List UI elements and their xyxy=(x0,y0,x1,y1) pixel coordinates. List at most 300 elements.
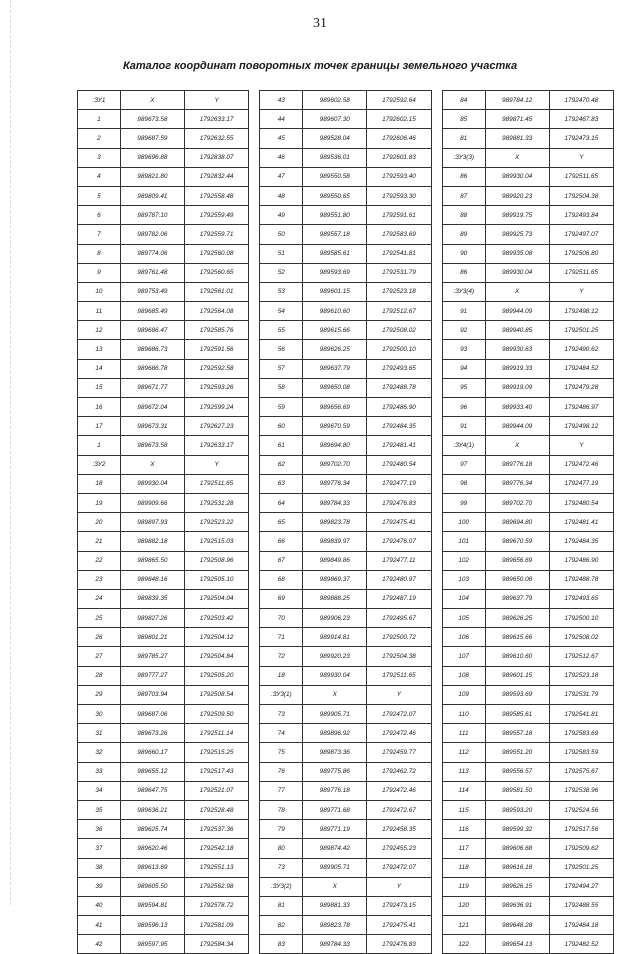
cell-point: 19 xyxy=(78,493,121,512)
cell-point: 22 xyxy=(78,551,121,570)
cell-y: 1792511.65 xyxy=(367,666,431,685)
cell-x: 989869.37 xyxy=(303,570,367,589)
cell-y: 1792476.83 xyxy=(367,935,431,954)
cell-y: 1792504.12 xyxy=(184,628,248,647)
cell-x: 989914.81 xyxy=(303,628,367,647)
column-gap xyxy=(431,609,442,628)
cell-x: 989556.57 xyxy=(485,762,549,781)
column-gap xyxy=(249,302,260,321)
cell-point: 116 xyxy=(442,820,485,839)
cell-y: 1792486.97 xyxy=(549,398,613,417)
column-gap xyxy=(431,186,442,205)
cell-point: 105 xyxy=(442,609,485,628)
column-gap xyxy=(431,513,442,532)
cell-point: 65 xyxy=(260,513,303,532)
cell-point: 47 xyxy=(260,167,303,186)
cell-point: 42 xyxy=(78,935,121,954)
cell-x: 989670.59 xyxy=(303,417,367,436)
column-gap xyxy=(431,417,442,436)
cell-point: 96 xyxy=(442,398,485,417)
cell-point: 3 xyxy=(78,148,121,167)
table-row xyxy=(78,532,614,551)
table-row xyxy=(78,91,614,110)
cell-point: 89 xyxy=(442,225,485,244)
cell-x: 989685.49 xyxy=(120,302,184,321)
cell-y: 1792481.41 xyxy=(549,513,613,532)
cell-point: 34 xyxy=(78,781,121,800)
table-row xyxy=(78,609,614,628)
cell-point: 36 xyxy=(78,820,121,839)
cell-x: 989615.66 xyxy=(485,628,549,647)
column-gap xyxy=(249,110,260,129)
cell-point: 13 xyxy=(78,340,121,359)
table-row xyxy=(78,359,614,378)
cell-point: 120 xyxy=(442,896,485,915)
cell-point: 52 xyxy=(260,263,303,282)
column-gap xyxy=(249,724,260,743)
cell-y: 1792501.25 xyxy=(549,858,613,877)
cell-x: 989784.33 xyxy=(303,493,367,512)
cell-point: 31 xyxy=(78,724,121,743)
cell-x: X xyxy=(485,282,549,301)
cell-x: X xyxy=(120,91,184,110)
cell-y: 1792486.90 xyxy=(549,551,613,570)
cell-y: 1792479.28 xyxy=(549,378,613,397)
table-row xyxy=(78,167,614,186)
cell-point: 40 xyxy=(78,896,121,915)
cell-point: 91 xyxy=(442,417,485,436)
cell-x: 989551.80 xyxy=(303,206,367,225)
cell-y: 1792475.41 xyxy=(367,916,431,935)
column-gap xyxy=(431,129,442,148)
column-gap xyxy=(431,378,442,397)
column-gap xyxy=(249,532,260,551)
cell-y: 1792511.65 xyxy=(549,167,613,186)
cell-point: 117 xyxy=(442,839,485,858)
table-row xyxy=(78,570,614,589)
cell-x: 989672.04 xyxy=(120,398,184,417)
cell-y: 1792509.50 xyxy=(184,705,248,724)
cell-point: 7 xyxy=(78,225,121,244)
column-gap xyxy=(431,589,442,608)
column-gap xyxy=(249,148,260,167)
cell-y: 1792500.10 xyxy=(549,609,613,628)
cell-x: 989550.65 xyxy=(303,186,367,205)
cell-x: 989654.13 xyxy=(485,935,549,954)
cell-y: 1792523.22 xyxy=(184,513,248,532)
cell-y: 1792593.30 xyxy=(367,186,431,205)
cell-x: 989648.28 xyxy=(485,916,549,935)
cell-point: 14 xyxy=(78,359,121,378)
cell-point: 50 xyxy=(260,225,303,244)
cell-point: 111 xyxy=(442,724,485,743)
cell-point: 35 xyxy=(78,800,121,819)
cell-x: 989597.95 xyxy=(120,935,184,954)
cell-x: 989775.86 xyxy=(303,762,367,781)
cell-x: 989801.21 xyxy=(120,628,184,647)
table-row xyxy=(78,129,614,148)
cell-y: 1792517.56 xyxy=(549,820,613,839)
cell-x: 989909.66 xyxy=(120,493,184,512)
cell-point: 51 xyxy=(260,244,303,263)
column-gap xyxy=(249,225,260,244)
column-gap xyxy=(431,570,442,589)
cell-y: 1792477.11 xyxy=(367,551,431,570)
column-gap xyxy=(431,206,442,225)
column-gap xyxy=(249,551,260,570)
column-gap xyxy=(431,244,442,263)
column-gap xyxy=(249,647,260,666)
cell-y: 1792584.34 xyxy=(184,935,248,954)
cell-y: 1792473.15 xyxy=(367,896,431,915)
cell-y: Y xyxy=(549,148,613,167)
table-row xyxy=(78,206,614,225)
cell-y: 1792832.44 xyxy=(184,167,248,186)
cell-point: 46 xyxy=(260,148,303,167)
cell-x: 989613.69 xyxy=(120,858,184,877)
column-gap xyxy=(249,820,260,839)
cell-point: 2 xyxy=(78,129,121,148)
cell-y: Y xyxy=(549,436,613,455)
cell-y: 1792524.56 xyxy=(549,800,613,819)
cell-x: 989620.46 xyxy=(120,839,184,858)
cell-x: 989551.20 xyxy=(485,743,549,762)
cell-point: 48 xyxy=(260,186,303,205)
cell-point: 29 xyxy=(78,685,121,704)
column-gap xyxy=(249,513,260,532)
column-gap xyxy=(249,282,260,301)
column-gap xyxy=(249,800,260,819)
cell-x: 989686.78 xyxy=(120,359,184,378)
cell-y: 1792498.12 xyxy=(549,417,613,436)
cell-y: 1792575.67 xyxy=(549,762,613,781)
cell-point: 95 xyxy=(442,378,485,397)
cell-y: 1792504.38 xyxy=(367,647,431,666)
cell-point: 71 xyxy=(260,628,303,647)
cell-point: 57 xyxy=(260,359,303,378)
column-gap xyxy=(249,493,260,512)
cell-x: 989906.23 xyxy=(303,609,367,628)
column-gap xyxy=(249,474,260,493)
cell-x: 989637.79 xyxy=(485,589,549,608)
cell-x: 989687.59 xyxy=(120,129,184,148)
column-gap xyxy=(249,129,260,148)
cell-x: 989605.50 xyxy=(120,877,184,896)
cell-x: 989776.34 xyxy=(485,474,549,493)
cell-y: 1792472.46 xyxy=(367,781,431,800)
cell-y: 1792476.83 xyxy=(367,493,431,512)
cell-point: 86 xyxy=(442,263,485,282)
cell-y: 1792521.07 xyxy=(184,781,248,800)
column-gap xyxy=(431,724,442,743)
cell-x: 989839.97 xyxy=(303,532,367,551)
cell-y: 1792484.52 xyxy=(549,359,613,378)
column-gap xyxy=(249,398,260,417)
cell-point: 16 xyxy=(78,398,121,417)
table-row xyxy=(78,762,614,781)
cell-point: 55 xyxy=(260,321,303,340)
cell-y: 1792455.23 xyxy=(367,839,431,858)
cell-x: 989935.08 xyxy=(485,244,549,263)
cell-y: 1792531.79 xyxy=(549,685,613,704)
cell-y: 1792528.48 xyxy=(184,800,248,819)
cell-y: 1792472.07 xyxy=(367,858,431,877)
cell-point: 5 xyxy=(78,186,121,205)
cell-y: 1792599.24 xyxy=(184,398,248,417)
table-row xyxy=(78,302,614,321)
cell-x: 989596.13 xyxy=(120,916,184,935)
cell-y: 1792583.59 xyxy=(549,743,613,762)
table-row xyxy=(78,743,614,762)
table-row xyxy=(78,705,614,724)
cell-x: 989670.59 xyxy=(485,532,549,551)
cell-x: 989650.08 xyxy=(485,570,549,589)
cell-y: 1792541.81 xyxy=(367,244,431,263)
cell-point: 98 xyxy=(442,474,485,493)
page-number: 31 xyxy=(313,16,327,31)
cell-x: 989944.09 xyxy=(485,302,549,321)
cell-y: 1792504.38 xyxy=(549,186,613,205)
cell-y: 1792583.69 xyxy=(549,724,613,743)
cell-point: 112 xyxy=(442,743,485,762)
cell-y: 1792488.78 xyxy=(549,570,613,589)
cell-point: 54 xyxy=(260,302,303,321)
table-row xyxy=(78,628,614,647)
cell-x: 989673.26 xyxy=(120,724,184,743)
column-gap xyxy=(249,916,260,935)
cell-point: 62 xyxy=(260,455,303,474)
cell-x: 989905.71 xyxy=(303,705,367,724)
cell-point: 76 xyxy=(260,762,303,781)
column-gap xyxy=(431,474,442,493)
cell-x: X xyxy=(303,877,367,896)
table-row xyxy=(78,186,614,205)
cell-point: 12 xyxy=(78,321,121,340)
cell-y: 1792500.10 xyxy=(367,340,431,359)
cell-y: 1792509.62 xyxy=(549,839,613,858)
column-gap xyxy=(431,935,442,954)
cell-x: 989696.88 xyxy=(120,148,184,167)
cell-point: 32 xyxy=(78,743,121,762)
cell-x: 989881.33 xyxy=(303,896,367,915)
column-gap xyxy=(431,705,442,724)
cell-point: 60 xyxy=(260,417,303,436)
cell-y: 1792591.56 xyxy=(184,340,248,359)
cell-point: 38 xyxy=(78,858,121,877)
column-gap xyxy=(249,359,260,378)
cell-x: 989626.15 xyxy=(485,877,549,896)
cell-point: 85 xyxy=(442,110,485,129)
cell-point: 24 xyxy=(78,589,121,608)
cell-point: 18 xyxy=(78,474,121,493)
cell-x: 989940.85 xyxy=(485,321,549,340)
cell-x: 989827.26 xyxy=(120,609,184,628)
cell-x: 989647.75 xyxy=(120,781,184,800)
cell-x: 989593.69 xyxy=(303,263,367,282)
cell-x: 989849.86 xyxy=(303,551,367,570)
column-gap xyxy=(249,609,260,628)
cell-y: 1792581.09 xyxy=(184,916,248,935)
cell-y: 1792480.54 xyxy=(549,493,613,512)
cell-point: 73 xyxy=(260,705,303,724)
table-row xyxy=(78,148,614,167)
cell-y: 1792462.72 xyxy=(367,762,431,781)
cell-y: 1792505.10 xyxy=(184,570,248,589)
cell-x: 989687.06 xyxy=(120,705,184,724)
cell-x: 989616.18 xyxy=(485,858,549,877)
cell-y: Y xyxy=(367,877,431,896)
cell-y: 1792561.01 xyxy=(184,282,248,301)
cell-y: 1792487.19 xyxy=(367,589,431,608)
cell-point: 86 xyxy=(442,167,485,186)
cell-point: 41 xyxy=(78,916,121,935)
cell-y: 1792477.19 xyxy=(549,474,613,493)
cell-point: :ЗУ4(1) xyxy=(442,436,485,455)
cell-point: 21 xyxy=(78,532,121,551)
column-gap xyxy=(249,321,260,340)
cell-x: 989930.04 xyxy=(485,263,549,282)
column-gap xyxy=(431,321,442,340)
cell-y: 1792488.55 xyxy=(549,896,613,915)
cell-x: 989637.79 xyxy=(303,359,367,378)
column-gap xyxy=(249,186,260,205)
column-gap xyxy=(431,436,442,455)
column-gap xyxy=(249,589,260,608)
cell-point: 9 xyxy=(78,263,121,282)
cell-y: 1792559.49 xyxy=(184,206,248,225)
cell-point: 114 xyxy=(442,781,485,800)
table-row xyxy=(78,110,614,129)
column-gap xyxy=(431,359,442,378)
cell-x: 989606.68 xyxy=(485,839,549,858)
cell-point: :ЗУ3(1) xyxy=(260,685,303,704)
cell-y: 1792838.07 xyxy=(184,148,248,167)
column-gap xyxy=(431,167,442,186)
cell-x: 989873.36 xyxy=(303,743,367,762)
cell-x: 989896.92 xyxy=(303,724,367,743)
table-row xyxy=(78,724,614,743)
cell-x: 989686.73 xyxy=(120,340,184,359)
cell-y: 1792472.07 xyxy=(367,705,431,724)
column-gap xyxy=(249,378,260,397)
cell-x: 989905.71 xyxy=(303,858,367,877)
cell-x: 989703.94 xyxy=(120,685,184,704)
cell-point: 4 xyxy=(78,167,121,186)
cell-point: 33 xyxy=(78,762,121,781)
cell-y: 1792564.08 xyxy=(184,302,248,321)
column-gap xyxy=(431,820,442,839)
cell-y: 1792477.19 xyxy=(367,474,431,493)
cell-x: 989625.74 xyxy=(120,820,184,839)
cell-point: 109 xyxy=(442,685,485,704)
table-row xyxy=(78,877,614,896)
cell-x: 989785.27 xyxy=(120,647,184,666)
cell-point: 113 xyxy=(442,762,485,781)
cell-x: 989930.63 xyxy=(485,340,549,359)
cell-x: 989761.48 xyxy=(120,263,184,282)
cell-y: 1792480.97 xyxy=(367,570,431,589)
cell-y: 1792562.98 xyxy=(184,877,248,896)
cell-y: 1792476.07 xyxy=(367,532,431,551)
cell-x: 989821.80 xyxy=(120,167,184,186)
column-gap xyxy=(431,666,442,685)
column-gap xyxy=(431,398,442,417)
cell-point: 115 xyxy=(442,800,485,819)
cell-x: 989823.78 xyxy=(303,513,367,532)
cell-y: 1792488.78 xyxy=(367,378,431,397)
column-gap xyxy=(431,858,442,877)
cell-point: 82 xyxy=(260,916,303,935)
cell-x: 989881.33 xyxy=(485,129,549,148)
cell-x: X xyxy=(485,148,549,167)
cell-point: 64 xyxy=(260,493,303,512)
cell-x: 989593.20 xyxy=(485,800,549,819)
cell-x: 989784.33 xyxy=(303,935,367,954)
cell-point: 72 xyxy=(260,647,303,666)
cell-point: :ЗУ3(4) xyxy=(442,282,485,301)
cell-x: 989771.68 xyxy=(303,800,367,819)
cell-x: 989920.23 xyxy=(303,647,367,666)
cell-point: 97 xyxy=(442,455,485,474)
column-gap xyxy=(249,705,260,724)
cell-x: 989784.12 xyxy=(485,91,549,110)
table-row xyxy=(78,916,614,935)
cell-point: 61 xyxy=(260,436,303,455)
table-row xyxy=(78,282,614,301)
cell-point: 79 xyxy=(260,820,303,839)
coordinates-table-body xyxy=(78,91,614,954)
cell-y: 1792493.65 xyxy=(367,359,431,378)
cell-x: 989599.32 xyxy=(485,820,549,839)
column-gap xyxy=(431,493,442,512)
cell-x: 989673.58 xyxy=(120,110,184,129)
column-gap xyxy=(431,647,442,666)
cell-x: 989848.16 xyxy=(120,570,184,589)
cell-x: 989686.47 xyxy=(120,321,184,340)
column-gap xyxy=(431,551,442,570)
cell-y: 1792500.72 xyxy=(367,628,431,647)
cell-x: X xyxy=(303,685,367,704)
cell-point: 68 xyxy=(260,570,303,589)
column-gap xyxy=(431,628,442,647)
cell-point: 17 xyxy=(78,417,121,436)
cell-y: 1792497.07 xyxy=(549,225,613,244)
column-gap xyxy=(431,340,442,359)
cell-y: 1792508.02 xyxy=(549,628,613,647)
table-row xyxy=(78,244,614,263)
cell-x: 989882.18 xyxy=(120,532,184,551)
cell-point: 108 xyxy=(442,666,485,685)
cell-y: 1792537.36 xyxy=(184,820,248,839)
column-gap xyxy=(249,206,260,225)
cell-x: 989930.04 xyxy=(485,167,549,186)
table-row xyxy=(78,340,614,359)
cell-point: 26 xyxy=(78,628,121,647)
cell-y: 1792503.42 xyxy=(184,609,248,628)
cell-x: 989673.58 xyxy=(120,436,184,455)
column-gap xyxy=(431,896,442,915)
table-row xyxy=(78,474,614,493)
cell-point: :ЗУ3(2) xyxy=(260,877,303,896)
cell-x: 989871.45 xyxy=(485,110,549,129)
cell-y: 1792467.83 xyxy=(549,110,613,129)
cell-x: 989656.69 xyxy=(485,551,549,570)
cell-point: 87 xyxy=(442,186,485,205)
cell-point: 25 xyxy=(78,609,121,628)
cell-x: 989944.09 xyxy=(485,417,549,436)
cell-y: 1792633.17 xyxy=(184,110,248,129)
cell-point: 119 xyxy=(442,877,485,896)
